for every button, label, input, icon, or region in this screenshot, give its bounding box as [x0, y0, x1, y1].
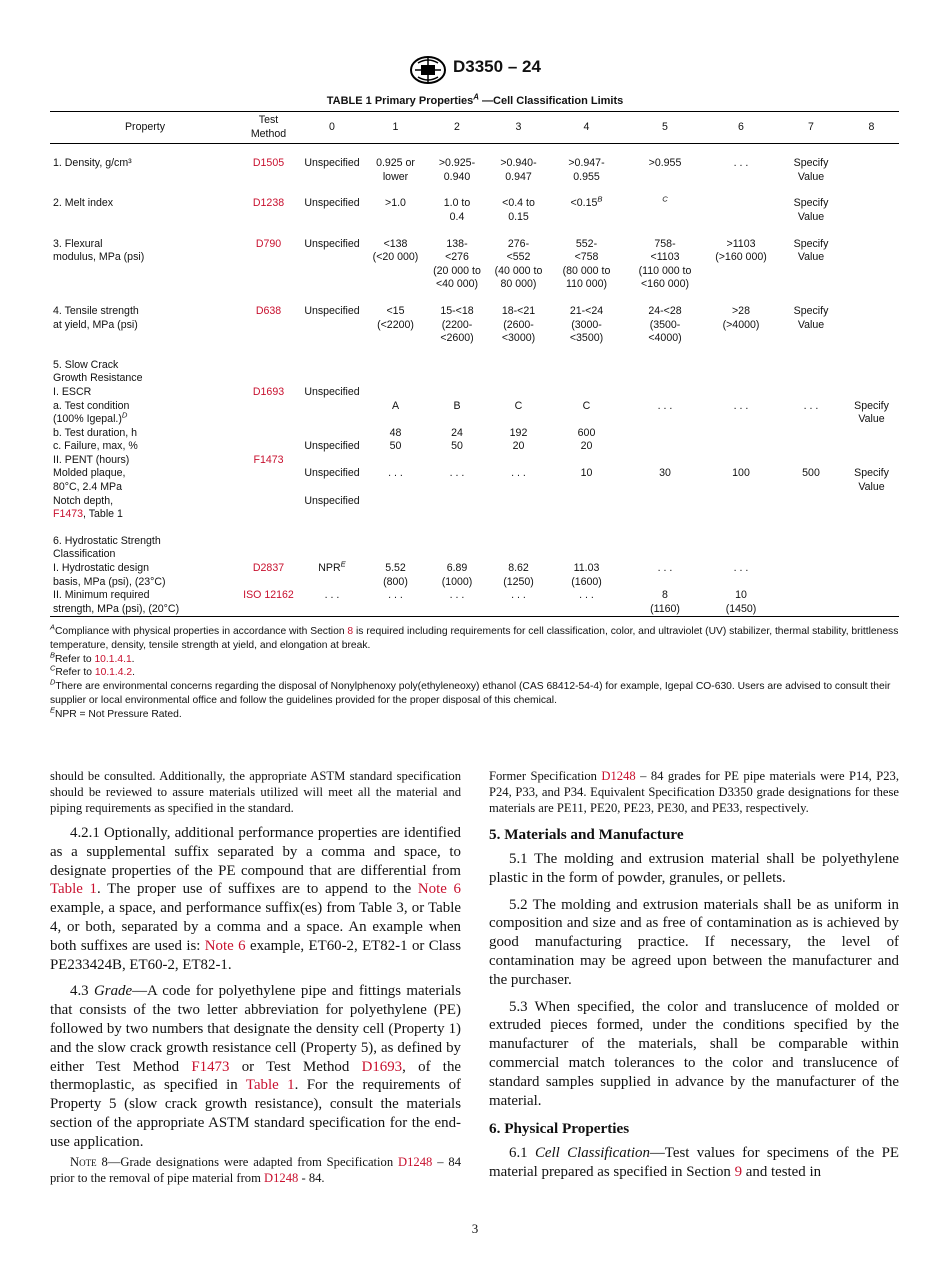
cell: 758- <1103 (110 000 to <160 000): [638, 237, 692, 291]
cell: [626, 427, 704, 441]
test-method-link[interactable]: ISO 12162: [240, 589, 297, 617]
cell: [778, 589, 844, 617]
property-cell: I. ESCR: [53, 385, 92, 398]
footnote-e: $^E$NPR = Not Pressure Rated.: [50, 705, 182, 720]
header-property: Property: [50, 112, 240, 144]
property-cell: c. Failure, max, %: [53, 440, 138, 453]
cell: [704, 427, 778, 441]
table-row: [50, 562, 899, 589]
cell: 600: [577, 426, 596, 439]
footnote-b: $^B$Refer to 10.1.4.1.: [50, 650, 135, 665]
cell: >0.947- 0.955: [568, 157, 605, 183]
section-6-heading: 6. Physical Properties: [489, 1120, 630, 1138]
paragraph-5-3: 5.3 When specified, the color and translucence of molded or extruded pieces formed, under the conditions specified by the manufacturer of the materials, shall be comparable within commercial match tolerances to the color and translucence of standard samples supplied in advance by the manufacturer of the material.: [489, 998, 899, 1109]
footnote-c: $^C$Refer to 10.1.4.2.: [50, 663, 135, 679]
cell: >1.0: [385, 197, 406, 210]
cell: . . .: [733, 562, 749, 575]
cell: <138 (<20 000): [372, 237, 419, 264]
cell: B: [453, 399, 461, 412]
cell: <15 (<2200): [377, 304, 414, 331]
cell: [844, 440, 899, 454]
cell: . . .: [803, 399, 819, 412]
cell: >28 (>4000): [722, 304, 760, 331]
table-1-link[interactable]: Table 1: [245, 1077, 295, 1094]
cell: 10 (1450): [704, 589, 778, 617]
cell: . . .: [511, 467, 526, 480]
paragraph-4-2-1: 4.2.1 Optionally, additional performance properties are identified as a supplemental suffix separated by a comma and space, to designate properties of the PE compound that are differential from Table 1. The proper use of suffixes are to append to the Note 6 example, a space, and performance suffix(es) from Table 3, or Table 4, or both, separated by a comma and a space. An example when both suffixes are used is: Note 6 example, ET60-2, ET82-1 or Class PE233424B, ET60-2, ET82-1.: [50, 825, 462, 973]
cell: [844, 427, 899, 441]
cell: [844, 589, 899, 617]
table-row: [50, 157, 899, 184]
right-column: [489, 768, 899, 1182]
cell: >0.940- 0.947: [500, 157, 537, 183]
cell: 552- <758 (80 000 to 110 000): [562, 237, 611, 291]
paragraph-4-3: 4.3 Grade—A code for polyethylene pipe and fittings materials that consists of the two letter abbreviation for polyethylene (PE) followed by two numbers that designate the density cell (Property 1) and the slow crack growth resistance cell (Property 5), as defined by either Test Method F1473 or Test Method D1693, of the thermoplastic, as specified in Table 1. For the requirements of Property 5 (slow crack growth resistance), consult the materials section of the appropriate ASTM standard specification for the end-use application.: [50, 983, 462, 1150]
cell: 276- <552 (40 000 to 80 000): [494, 237, 543, 291]
cell: C: [514, 399, 523, 412]
f1473-link[interactable]: F1473: [53, 508, 84, 521]
note-8: Note 8—Grade designations were adapted from Specification D1248 – 84 prior to the removal of pipe material from D1248 - 84.: [50, 1154, 461, 1185]
cell: Specify Value: [854, 399, 889, 426]
cell: Unspecified: [304, 237, 360, 250]
property-cell: 6. Hydrostatic Strength Classification: [53, 534, 161, 561]
paragraph: should be consulted. Additionally, the appropriate ASTM standard specification should be reviewed to assure materials utilized will meet all the material and piping requirements as specified in the standard.: [50, 769, 461, 815]
property-cell: 4. Tensile strength at yield, MPa (psi): [53, 304, 139, 331]
cell: Specify Value: [793, 237, 829, 264]
cell: . . .: [367, 589, 424, 617]
header-cell: 4: [547, 112, 626, 144]
cell: [704, 440, 778, 454]
cell: 138- <276 (20 000 to <40 000): [433, 237, 481, 291]
cell: [778, 440, 844, 454]
table-row: [50, 427, 899, 441]
test-method-link[interactable]: D2837: [252, 562, 285, 575]
cell: 8 (1160): [626, 589, 704, 617]
cell: . . .: [547, 589, 626, 617]
property-cell: b. Test duration, h: [53, 426, 138, 439]
cell: . . .: [490, 589, 547, 617]
cell: >0.955: [648, 157, 682, 170]
cell: [844, 238, 899, 292]
header-test-method: Test Method: [240, 112, 297, 144]
cell: 20: [512, 440, 525, 453]
table-row: [50, 467, 899, 494]
cell: C: [662, 194, 668, 204]
header-cell: 6: [704, 112, 778, 144]
f1473-link[interactable]: F1473: [191, 1058, 230, 1075]
cell: Unspecified: [304, 197, 360, 210]
cell: . . .: [733, 157, 749, 170]
cell: Unspecified: [304, 157, 360, 170]
cell: $<0.15^B$: [570, 194, 603, 210]
table-header-row: [50, 112, 899, 144]
cell: [240, 467, 297, 494]
property-cell: I. Hydrostatic design basis, MPa (psi), (23°C): [53, 562, 166, 588]
cell: 18-<21 (2600- <3000): [501, 304, 536, 345]
cell: 11.03 (1600): [571, 562, 602, 588]
paragraph-5-2: 5.2 The molding and extrusion materials shall be as uniform in composition and size and as free of contamination as is achieved by good manufacturing practice. If necessary, the level of contamination may be agreed upon between the manufacturer and the purchaser.: [489, 896, 899, 988]
header-cell: 7: [778, 112, 844, 144]
property-cell: 3. Flexural modulus, MPa (psi): [53, 237, 145, 264]
cell: 100: [732, 467, 750, 480]
cell: . . .: [657, 562, 673, 575]
header-cell: 1: [367, 112, 424, 144]
cell: 48: [389, 426, 402, 439]
cell: $NPR^E$: [318, 559, 346, 575]
table-row: [50, 589, 899, 617]
d1248-link[interactable]: D1248: [601, 769, 636, 783]
property-cell: II. Minimum required strength, MPa (psi), (20°C): [50, 589, 240, 617]
test-method-link[interactable]: F1473: [253, 453, 284, 466]
header-cell: 2: [424, 112, 490, 144]
cell: Unspecified: [304, 494, 360, 507]
test-method-link[interactable]: D1238: [252, 197, 285, 210]
note-6-link[interactable]: Note 6: [204, 937, 246, 954]
table-row: [50, 535, 899, 562]
cell: 0.925 or lower: [376, 157, 415, 183]
footnote-a: $^A$Compliance with physical properties in accordance with Section 8 is required including requirements for cell classification, color, and ultraviolet (UV) stabilizer, thermal stability, brittleness temperature, density, tensile strength at yield, and elongation at break.: [50, 622, 899, 651]
property-cell: 5. Slow Crack Growth Resistance: [53, 358, 143, 385]
d1248-link[interactable]: D1248: [264, 1170, 299, 1185]
note-8-continued: Former Specification D1248 – 84 grades for PE pipe materials were P14, P23, P24, P33, and P34. Equivalent Specification D3350 grade designations for these materials are PE11, PE20, PE23, PE30, and PE33, respectively.: [489, 769, 899, 815]
table-row: [50, 305, 899, 346]
cell: [240, 440, 297, 454]
table-row: [50, 197, 899, 224]
cell: Specify Value: [854, 467, 889, 494]
cell: Specify Value: [793, 197, 829, 223]
cell: Specify Value: [793, 157, 829, 183]
cell: . . .: [733, 399, 749, 412]
paragraph-5-1: 5.1 The molding and extrusion material shall be polyethylene plastic in the form of powder, granules, or pellets.: [489, 851, 899, 886]
cell: [626, 440, 704, 454]
cell: [240, 427, 297, 441]
cell: 20: [580, 440, 593, 453]
cell: 6.89 (1000): [441, 562, 473, 588]
section-9-link[interactable]: 9: [734, 1164, 743, 1181]
test-method-link[interactable]: D790: [255, 237, 282, 250]
ref-10-1-4-2-link[interactable]: 10.1.4.2: [94, 667, 133, 679]
cell: 50: [451, 440, 463, 453]
cell: [844, 197, 899, 224]
table-1-link[interactable]: Table 1: [50, 881, 98, 898]
primary-properties-table: [50, 111, 899, 617]
table-row: [50, 386, 899, 400]
test-method-link[interactable]: D1505: [252, 157, 285, 170]
table-row: [50, 400, 899, 427]
cell: 192: [509, 426, 528, 439]
table-row: [50, 454, 899, 468]
cell: [844, 157, 899, 184]
cell: Specify Value: [793, 304, 829, 331]
test-method-link[interactable]: D1693: [252, 385, 285, 398]
property-cell: 2. Melt index: [53, 197, 114, 210]
document-id: D3350 – 24: [453, 57, 541, 76]
cell: [704, 197, 778, 224]
cell: 10: [580, 467, 593, 480]
ref-10-1-4-1-link[interactable]: 10.1.4.1: [94, 653, 132, 665]
cell: [778, 427, 844, 441]
cell: . . .: [388, 467, 403, 480]
cell: 21-<24 (3000- <3500): [569, 304, 604, 345]
page-header: [0, 55, 950, 85]
cell: >1103 (>160 000): [715, 237, 767, 264]
table-row: [50, 238, 899, 292]
header-cell: 0: [297, 112, 367, 144]
cell: . . .: [297, 589, 367, 617]
header-cell: 8: [844, 112, 899, 144]
cell: Unspecified: [304, 467, 360, 480]
section-8-link[interactable]: 8: [347, 626, 354, 637]
cell: 8.62 (1250): [503, 562, 534, 588]
property-cell: 1. Density, g/cm³: [53, 157, 132, 170]
cell: 24-<28 (3500- <4000): [648, 304, 682, 345]
cell: . . .: [657, 399, 673, 412]
property-cell: II. PENT (hours): [53, 453, 130, 466]
cell: 5.52 (800): [383, 562, 408, 588]
astm-logo-icon: [409, 55, 447, 85]
cell: 15-<18 (2200- <2600): [440, 304, 474, 345]
property-cell: Notch depth, F1473, Table 1: [53, 494, 123, 521]
table-row: [50, 495, 899, 522]
property-cell: a. Test condition (100% Igepal.)$^D$: [53, 399, 130, 426]
cell: Unspecified: [304, 304, 360, 317]
cell: 1.0 to 0.4: [443, 197, 471, 223]
header-cell: 5: [626, 112, 704, 144]
cell: Unspecified: [304, 440, 360, 453]
cell: [297, 427, 367, 441]
cell: . . .: [424, 589, 490, 617]
cell: [844, 305, 899, 346]
property-cell: Molded plaque, 80°C, 2.4 MPa: [53, 467, 126, 494]
cell: Unspecified: [304, 385, 360, 398]
cell: <0.4 to 0.15: [502, 197, 535, 223]
d1248-link[interactable]: D1248: [398, 1154, 433, 1169]
table-title: TABLE 1 Primary Properties$^A$ —Cell Classification Limits: [326, 92, 624, 107]
cell: 500: [802, 467, 820, 480]
cell: C: [582, 399, 591, 412]
cell: 24: [451, 426, 463, 439]
cell: >0.925- 0.940: [438, 157, 476, 183]
table-row: [50, 359, 899, 386]
table-row: [50, 440, 899, 454]
paragraph-6-1: 6.1 Cell Classification—Test values for specimens of the PE material prepared as specified in Section 9 and tested in: [489, 1145, 899, 1181]
cell: 50: [389, 440, 402, 453]
d1693-link[interactable]: D1693: [361, 1058, 403, 1075]
left-column: [50, 768, 461, 1186]
cell: A: [391, 399, 400, 412]
cell: . . .: [449, 467, 465, 480]
page-number: 3: [471, 1221, 479, 1236]
header-cell: 3: [490, 112, 547, 144]
footnote-d: $^D$There are environmental concerns regarding the disposal of Nonylphenoxy poly(ethyleneoxy) ethanol (CAS 68412-54-4) for example, Igepal CO-630. Users are advised to consult their supplier or local environmental office and follow the guidelines provided for the proper disposal of this chemical.: [50, 677, 891, 706]
section-5-heading: 5. Materials and Manufacture: [489, 826, 684, 843]
cell: 30: [659, 467, 671, 480]
test-method-link[interactable]: D638: [255, 304, 282, 317]
note-6-link[interactable]: Note 6: [417, 881, 462, 898]
table-footnotes: [50, 622, 902, 722]
